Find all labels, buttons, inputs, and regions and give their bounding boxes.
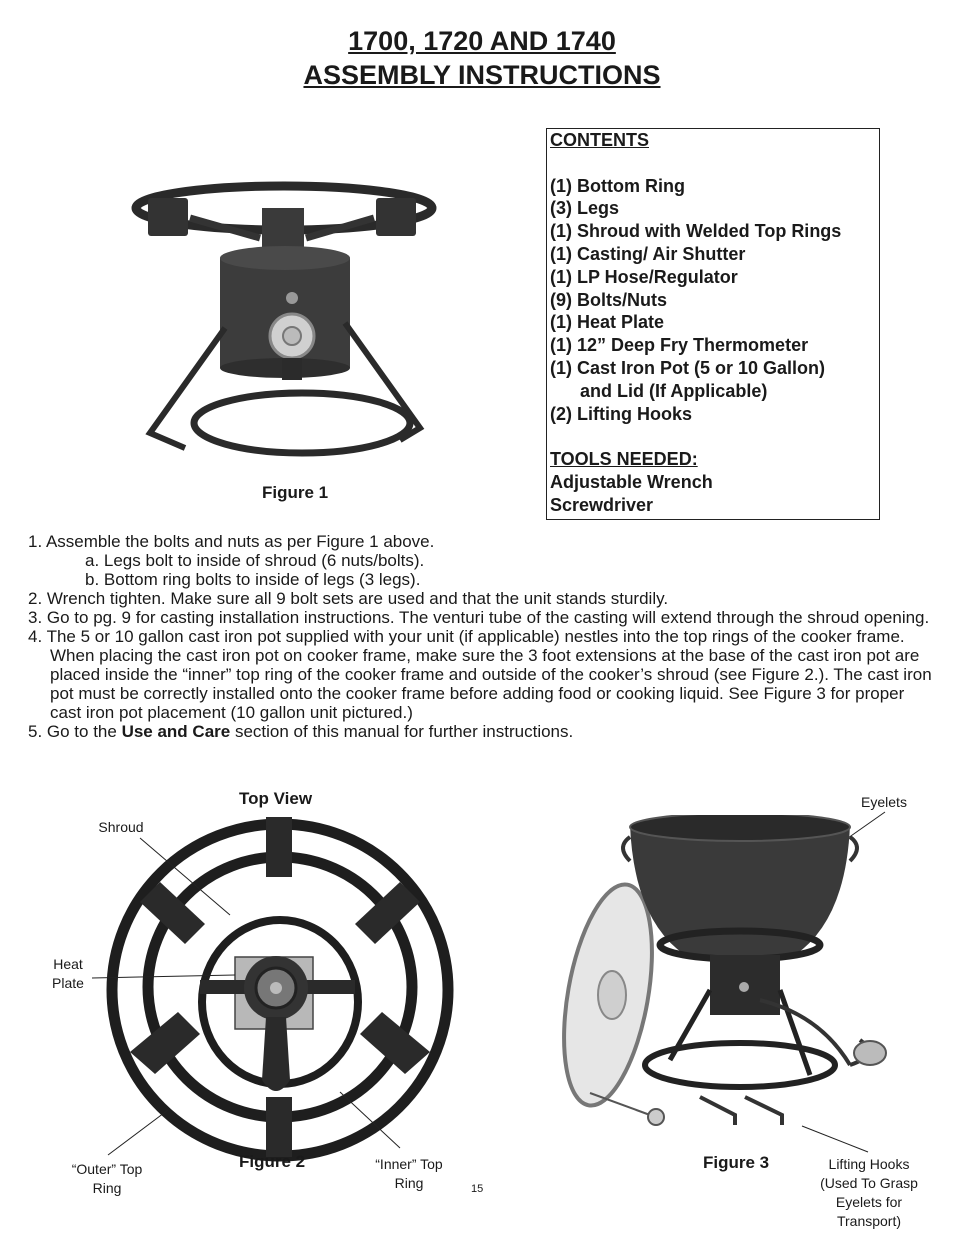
eyelets-label: Eyelets [861, 794, 907, 810]
step-1b: b. Bottom ring bolts to inside of legs (3 legs). [85, 570, 421, 589]
contents-item: (9) Bolts/Nuts [550, 289, 667, 310]
inner-top-ring-label: “Inner” Top Ring [375, 1156, 443, 1191]
contents-item: (1) LP Hose/Regulator [550, 266, 738, 287]
figure2-caption: Figure 2 [239, 1152, 306, 1171]
contents-item: (1) Cast Iron Pot (5 or 10 Gallon) [550, 357, 826, 378]
figure1-caption: Figure 1 [262, 483, 329, 502]
title-line-1: 1700, 1720 AND 1740 [348, 26, 616, 56]
use-and-care-ref: Use and Care [121, 722, 231, 741]
lifting-hooks-label: Lifting Hooks (Used To Grasp Eyelets for Transport) [820, 1156, 918, 1229]
shroud-label: Shroud [98, 819, 144, 835]
tools-heading: TOOLS NEEDED: [550, 449, 698, 470]
figure3-pot-cooker-image [560, 815, 920, 1135]
contents-item: (1) Casting/ Air Shutter [550, 243, 746, 264]
step-3: 3. Go to pg. 9 for casting installation instructions. The venturi tube of the casting will extend through the shroud opening. [28, 608, 930, 627]
contents-item: (1) Bottom Ring [550, 175, 685, 196]
step-2: 2. Wrench tighten. Make sure all 9 bolt sets are used and that the unit stands sturdily. [28, 589, 669, 608]
step-4: 4. The 5 or 10 gallon cast iron pot supplied with your unit (if applicable) nestles into the top rings of the cooker frame. When placing the cast iron pot on cooker frame, make sure the 3 foot extensions at the base of the cast iron pot are placed inside the “inner” top ring of the cooker frame and outside of the cooker’s shroud (see Figure 2.). The cast iron pot must be correctly installed onto the cooker frame before adding food or cooking liquid. See Figure 3 for proper cast iron pot placement (10 gallon unit pictured.) [28, 627, 932, 722]
contents-item: (2) Lifting Hooks [550, 403, 692, 424]
page-number: 15 [471, 1183, 484, 1195]
heat-plate-label: Heat Plate [52, 956, 84, 991]
contents-item: (1) Shroud with Welded Top Rings [550, 221, 842, 242]
tool-item: Adjustable Wrench [550, 471, 713, 492]
figure3-caption: Figure 3 [703, 1153, 770, 1172]
step-1: 1. Assemble the bolts and nuts as per Figure 1 above. [28, 532, 435, 551]
contents-item-continuation: and Lid (If Applicable) [580, 380, 768, 401]
contents-item: (1) 12” Deep Fry Thermometer [550, 335, 809, 356]
top-view-label: Top View [239, 789, 313, 808]
step-5: 5. Go to the Use and Care section of this manual for further instructions. [28, 722, 574, 741]
contents-heading: CONTENTS [550, 130, 649, 150]
title-line-2: ASSEMBLY INSTRUCTIONS [303, 60, 661, 90]
outer-top-ring-label: “Outer” Top Ring [71, 1161, 143, 1196]
step-1a: a. Legs bolt to inside of shroud (6 nuts/bolts). [85, 551, 425, 570]
contents-item: (1) Heat Plate [550, 312, 665, 333]
tool-item: Screwdriver [550, 494, 654, 515]
contents-item: (3) Legs [550, 198, 620, 219]
